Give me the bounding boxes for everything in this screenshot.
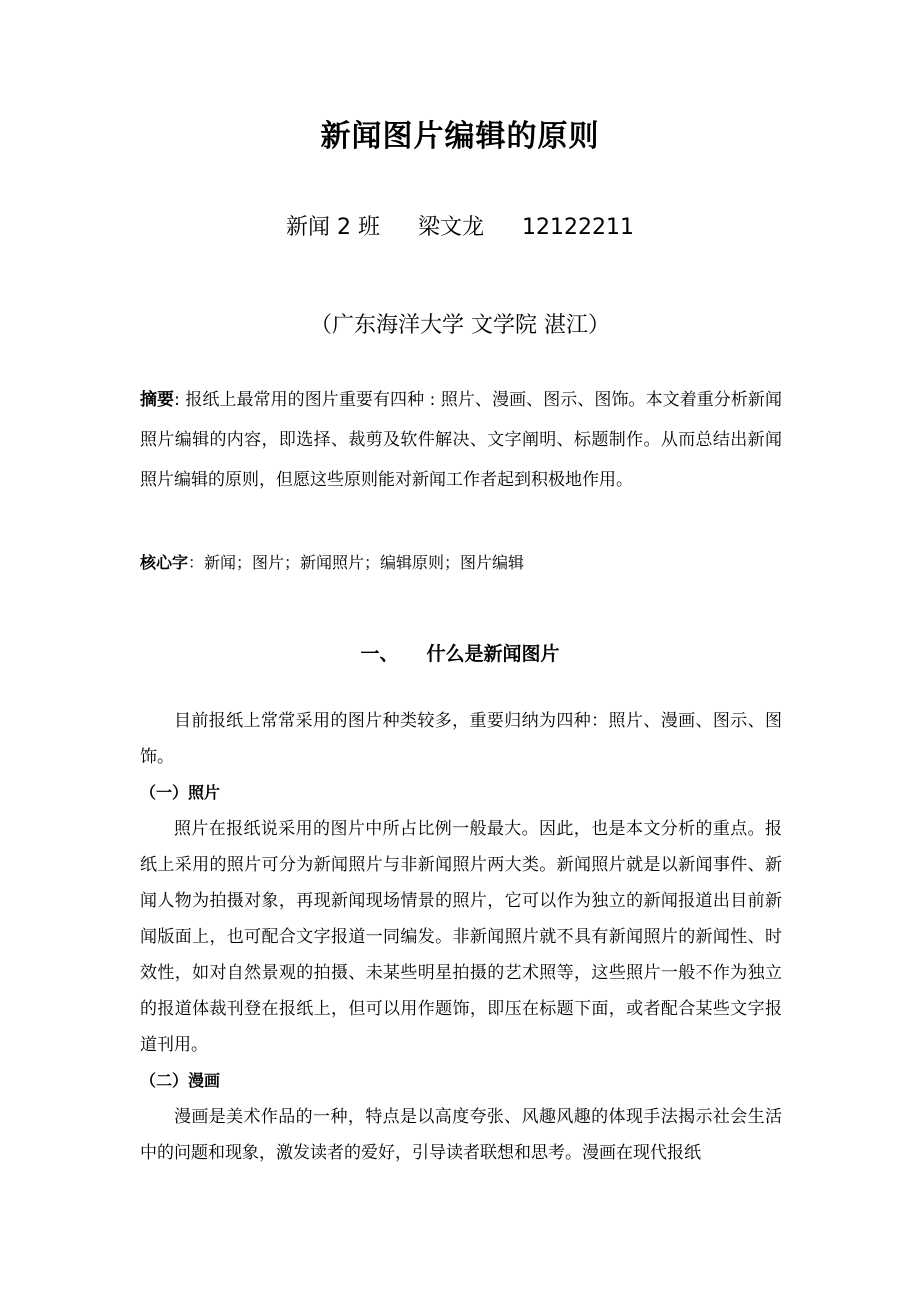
section-body bbox=[140, 703, 782, 1171]
section-intro-paragraph: 目前报纸上常常采用的图片种类较多，重要归纳为四种：照片、漫画、图示、图饰。 bbox=[140, 711, 782, 767]
section-title: 什么是新闻图片 bbox=[426, 643, 560, 665]
section-heading bbox=[0, 636, 920, 672]
author-class: 新闻 2 班 bbox=[286, 215, 380, 240]
affiliation: （广东海洋大学 文学院 湛江） bbox=[310, 313, 610, 338]
subsection-heading-comics: （二）漫画 bbox=[140, 1071, 221, 1090]
keywords-label: 核心字 bbox=[140, 553, 189, 572]
document-title: 新闻图片编辑的原则 bbox=[320, 119, 600, 154]
keywords bbox=[140, 546, 782, 580]
abstract-text: : 报纸上最常用的图片重要有四种 : 照片、漫画、图示、图饰。本文着重分析新闻照片编辑的内容，即选择、裁剪及软件解决、文字阐明、标题制作。从而总结出新闻照片编辑的原则，但愿这些原则能对新闻工作者起到积极地作用。 bbox=[140, 390, 782, 490]
subsection-heading-photos: （一）照片 bbox=[140, 783, 221, 802]
author-student-id: 12122211 bbox=[522, 215, 634, 240]
author-name: 梁文龙 bbox=[417, 215, 484, 240]
subsection-paragraph-photos: 照片在报纸说采用的图片中所占比例一般最大。因此，也是本文分析的重点。报纸上采用的照片可分为新闻照片与非新闻照片两大类。新闻照片就是以新闻事件、新闻人物为拍摄对象，再现新闻现场情景的照片，它可以作为独立的新闻报道出目前新闻版面上，也可配合文字报道一同编发。非新闻照片就不具有新闻照片的新闻性、时效性，如对自然景观的拍摄、未某些明星拍摄的艺术照等，这些照片一般不作为独立的报道体裁刊登在报纸上，但可以用作题饰，即压在标题下面，或者配合某些文字报道刊用。 bbox=[140, 819, 782, 1055]
author-line bbox=[0, 210, 920, 246]
subsection-paragraph-comics: 漫画是美术作品的一种，特点是以高度夸张、风趣风趣的体现手法揭示社会生活中的问题和现象，激发读者的爱好，引导读者联想和思考。漫画在现代报纸 bbox=[140, 1107, 782, 1163]
abstract bbox=[140, 380, 782, 500]
keywords-text: ：新闻；图片；新闻照片；编辑原则；图片编辑 bbox=[188, 553, 525, 572]
section-number: 一、 bbox=[360, 643, 399, 665]
abstract-label: 摘要 bbox=[140, 390, 175, 410]
